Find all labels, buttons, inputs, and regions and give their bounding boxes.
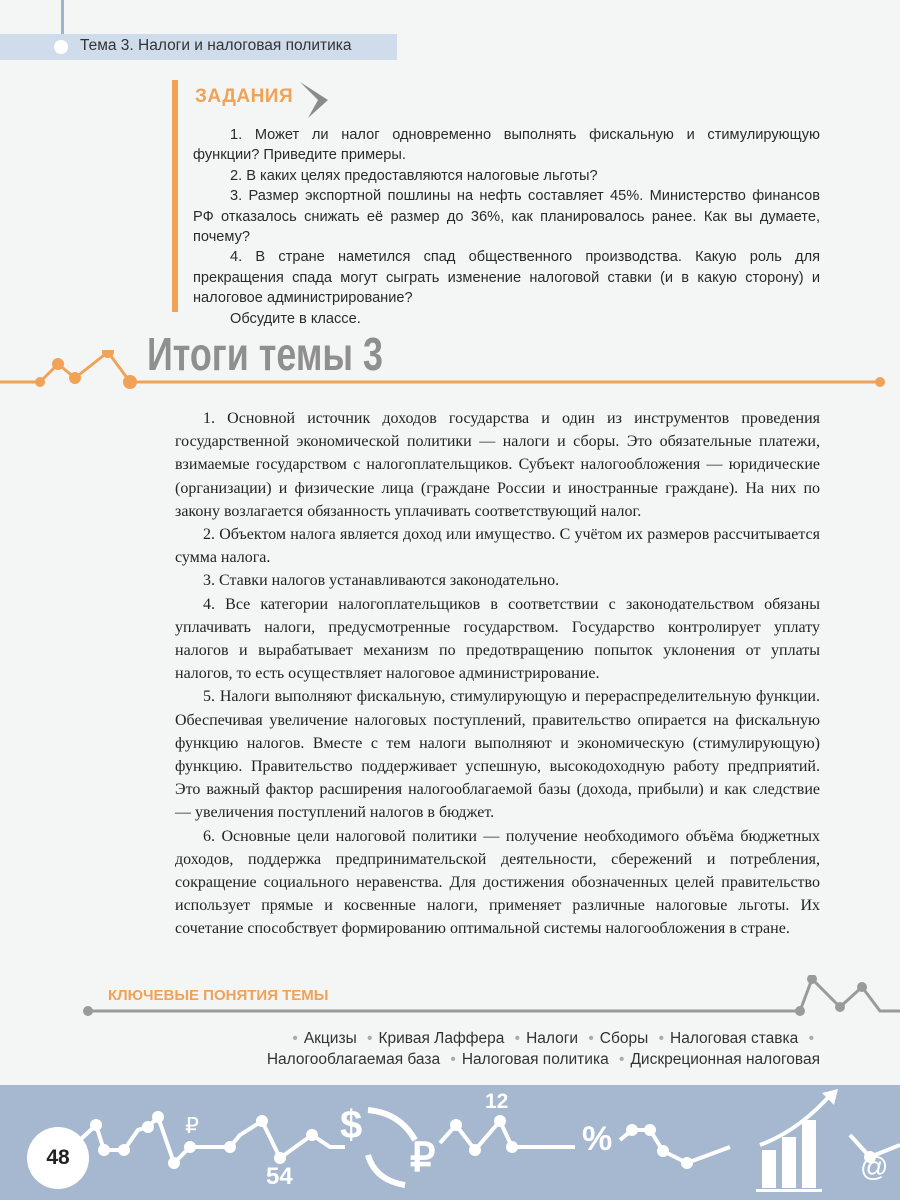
footer-graph-line xyxy=(0,1085,900,1200)
tasks-title: ЗАДАНИЯ xyxy=(195,86,294,107)
page-number: 48 xyxy=(27,1127,89,1189)
chevron-right-icon xyxy=(298,80,330,120)
percent-icon: % xyxy=(582,1120,613,1158)
summary-paragraph: 3. Ставки налогов устанавливаются законодательно. xyxy=(203,572,560,590)
decor-number: 12 xyxy=(485,1090,509,1113)
task-item: 4. В стране наметился спад общественного производства. Какую роль для прекращения спада могут сыграть изменение налоговой ставки (и в какую сторону) и налоговое администрирование? xyxy=(193,249,820,307)
concept-item: Налогооблагаемая база xyxy=(266,1051,441,1068)
key-concepts-list: • Акцизы • Кривая Лаффера • Налоги • Сборы • Налоговая ставка • Налогооблагаемая база • Налоговая политика • Дискреционная налоговая xyxy=(266,1030,820,1068)
task-item: 3. Размер экспортной пошлины на нефть составляет 45%. Министерство финансов РФ отказалось снижать её размер до 36%, как планировалось ранее. Как вы думаете, почему? xyxy=(193,188,820,246)
summary-paragraph: 6. Основные цели налоговой политики — получение необходимого объёма бюджетных доходов, поддержка предпринимательской деятельности, сбережений и потребления, сокращение социального неравенства. Для достижения обозначенных целей правительство использует прямые и косвенные налоги, применяет различные налоговые льготы. Их сочетание способствует формированию оптимальной системы налогообложения в стране. xyxy=(175,827,820,938)
at-icon: @ xyxy=(860,1151,889,1182)
ruble-icon: ₽ xyxy=(185,1113,199,1138)
concept-item: Акцизы xyxy=(303,1030,357,1047)
summary-paragraph: 1. Основной источник доходов государства и один из инструментов проведения государственной экономической политики — налоги и сборы. Это обязательные платежи, взимаемые государством с налогоплательщиков. Субъект налогообложения — юридические (организации) и физические лица (граждане России и иностранные граждане). На них по закону возлагается обязанность уплачивать соответствующий налог. xyxy=(175,410,820,520)
task-item: 2. В каких целях предоставляются налоговые льготы? xyxy=(230,167,598,184)
summary-body xyxy=(175,407,820,941)
key-concepts-title: КЛЮЧЕВЫЕ ПОНЯТИЯ ТЕМЫ xyxy=(108,987,329,1004)
running-header xyxy=(0,34,397,60)
decor-number: 54 xyxy=(266,1163,293,1190)
task-item: Обсудите в классе. xyxy=(230,310,361,327)
concept-item: Налоговая политика xyxy=(461,1051,609,1068)
concept-item: Налоговая ставка xyxy=(670,1030,799,1047)
orange-graph-line xyxy=(0,350,900,400)
concept-item: Налоги xyxy=(526,1030,579,1047)
concept-item: Кривая Лаффера xyxy=(378,1030,505,1047)
concept-item: Дискреционная налоговая xyxy=(630,1051,820,1068)
dollar-icon: $ xyxy=(340,1103,363,1147)
footer-band xyxy=(0,1085,900,1200)
summary-paragraph: 2. Объектом налога является доход или имущество. С учётом их размеров рассчитывается сумма налога. xyxy=(175,526,820,567)
task-item: 1. Может ли налог одновременно выполнять фискальную и стимулирующую функции? Приведите примеры. xyxy=(193,127,820,164)
tasks-list xyxy=(193,125,820,329)
summary-paragraph: 5. Налоги выполняют фискальную, стимулирующую и перераспределительную функции. Обеспечивая увеличение налоговых поступлений, правительство опирается на фискальную функцию налогов. Вместе с тем налоги выполняют и экономическую (стимулирующую) функцию. Правительство поддерживает успешную, высокодоходную работу предприятий. Это важный фактор расширения налогооблагаемой базы (дохода, прибыли) и как следствие — увеличения поступлений налогов в бюджет. xyxy=(175,688,820,822)
summary-paragraph: 4. Все категории налогоплательщиков в соответствии с законодательством обязаны уплачивать налоги, предусмотренные государством. Государство контролирует уплату налогов и вырабатывает механизм по предотвращению попыток уклонения от уплаты налогов, то есть осуществляет налоговое администрирование. xyxy=(175,595,820,683)
tasks-accent-bar xyxy=(172,80,178,312)
summary-title: Итоги темы 3 xyxy=(147,328,383,380)
ruble-icon: ₽ xyxy=(410,1136,436,1180)
header-title: Тема 3. Налоги и налоговая политика xyxy=(80,37,352,54)
concept-item: Сборы xyxy=(599,1030,649,1047)
header-dot-icon xyxy=(54,40,68,54)
